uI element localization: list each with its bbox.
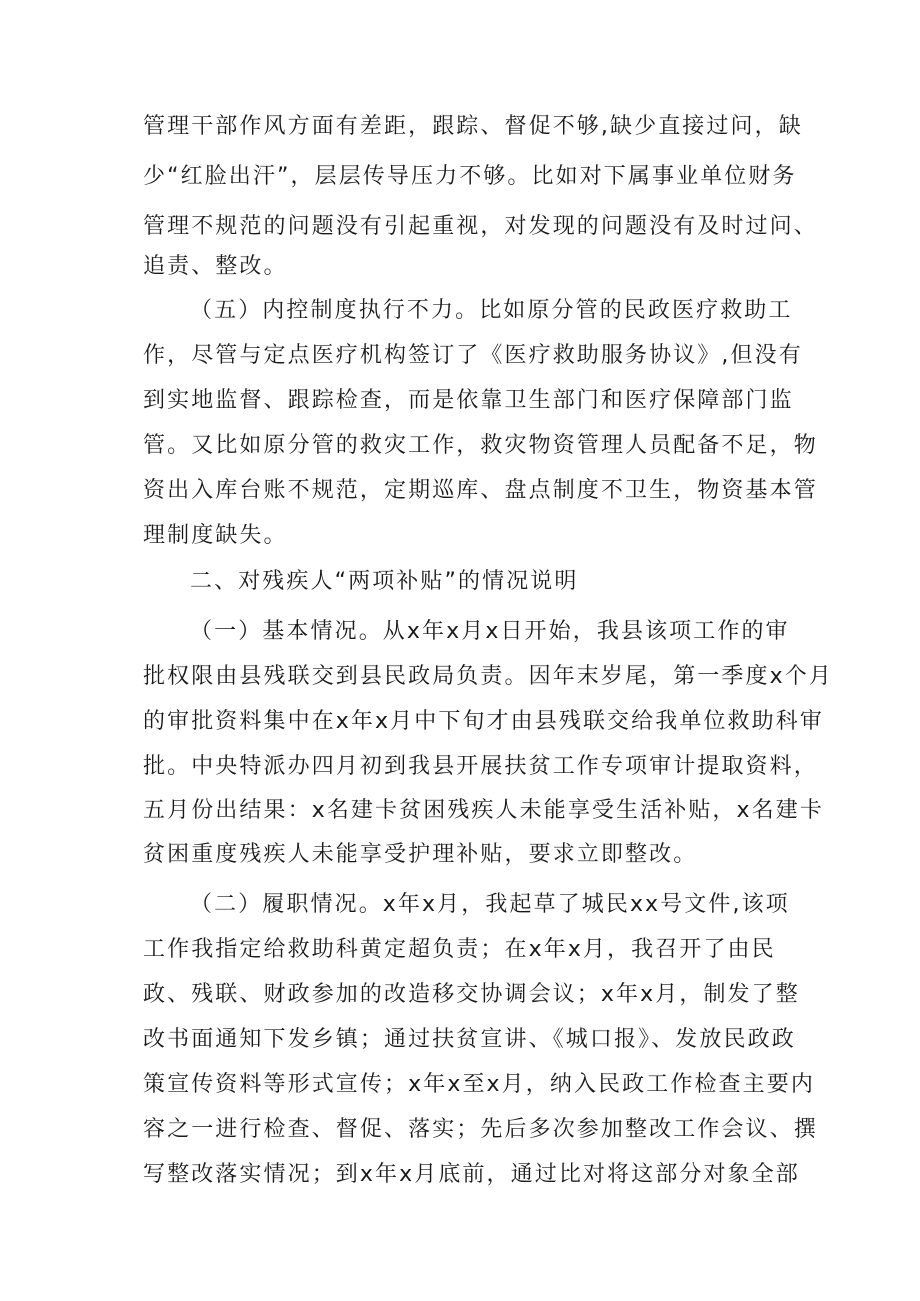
text-line: 批权限由县残联交到县民政局负责。因年末岁尾，第一季度x个月 <box>143 664 833 689</box>
text-line: 作，尽管与定点医疗机构签订了《医疗救助服务协议》,但没有 <box>143 343 803 368</box>
text-line: （二）履职情况。x年x月，我起草了城民xx号文件,该项 <box>190 892 790 917</box>
text-line: 管理不规范的问题没有引起重视，对发现的问题没有及时过问、 <box>143 214 818 239</box>
text-line: 批。中央特派办四月初到我县开展扶贫工作专项审计提取资料， <box>143 754 818 779</box>
text-line: 工作我指定给救助科黄定超负责；在x年x月，我召开了由民 <box>143 937 776 962</box>
text-line: 策宣传资料等形式宣传；x年x至x月，纳入民政工作检查主要内 <box>143 1072 815 1097</box>
text-line: 容之一进行检查、督促、落实；先后多次参加整改工作会议、撰 <box>143 1117 818 1142</box>
text-line: 的审批资料集中在x年x月中下旬才由县残联交给我单位救助科审 <box>143 709 824 734</box>
text-line: 五月份出结果：x名建卡贫困残疾人未能享受生活补贴，x名建卡 <box>143 798 824 823</box>
text-line: 到实地监督、跟踪检查，而是依靠卫生部门和医疗保障部门监 <box>143 388 794 413</box>
section-heading: 二、对残疾人“两项补贴”的情况说明 <box>190 569 579 594</box>
text-line: （五）内控制度执行不力。比如原分管的民政医疗救助工 <box>190 298 793 323</box>
text-line: 少“红脸出汗”，层层传导压力不够。比如对下属事业单位财务 <box>143 164 797 189</box>
text-line: 贫困重度残疾人未能享受护理补贴，要求立即整改。 <box>143 842 698 867</box>
text-line: 资出入库台账不规范，定期巡库、盘点制度不卫生，物资基本管 <box>143 478 818 503</box>
text-line: 改书面通知下发乡镇；通过扶贫宣讲、《城口报》、发放民政政 <box>143 1027 796 1052</box>
text-line: 政、残联、财政参加的改造移交协调会议；x年x月，制发了整 <box>143 982 800 1007</box>
text-line: 理制度缺失。 <box>143 523 288 548</box>
text-line: 追责、整改。 <box>143 254 288 279</box>
text-line: 管理干部作风方面有差距，跟踪、督促不够,缺少直接过问，缺 <box>143 114 803 139</box>
text-line: 写整改落实情况；到x年x月底前，通过比对将这部分对象全部 <box>143 1162 800 1187</box>
text-line: （一）基本情况。从x年x月x日开始，我县该项工作的审 <box>190 619 790 644</box>
text-line: 管。又比如原分管的救灾工作，救灾物资管理人员配备不足，物 <box>143 433 818 458</box>
